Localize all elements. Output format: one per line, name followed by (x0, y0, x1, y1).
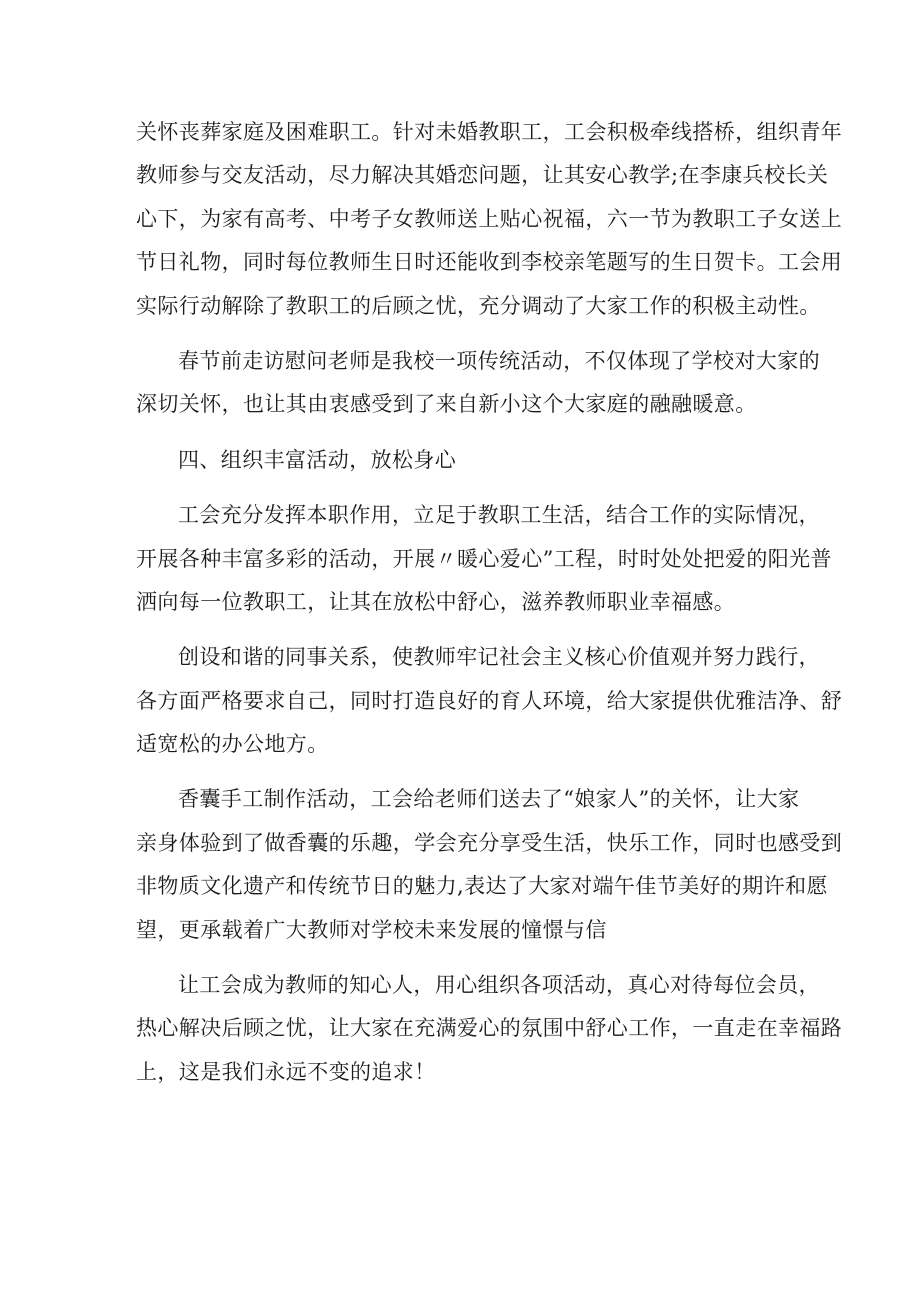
text-line: 非物质文化遗产和传统节日的魅力,表达了大家对端午佳节美好的期许和愿 (136, 874, 828, 899)
text-line: 节日礼物，同时每位教师生日时还能收到李校亲笔题写的生日贺卡。工会用 (136, 250, 843, 275)
paragraph-spring-festival (136, 340, 820, 427)
paragraph-colleagues (136, 636, 843, 766)
paragraph-gap (136, 952, 796, 964)
text-line: 关怀丧葬家庭及困难职工。针对未婚教职工，工会积极牵线搭桥，组织青年 (136, 120, 843, 144)
text-line: 深切关怀，也让其由衷感受到了来自新小这个大家庭的融融暖意。 (136, 392, 757, 417)
text-line: 各方面严格要求自己，同时打造良好的育人环境，给大家提供优雅洁净、舒 (136, 688, 843, 713)
paragraph-gap (136, 766, 796, 778)
paragraph-sachet (136, 778, 843, 952)
text-line: 热心解决后顾之忧，让大家在充满爱心的氛围中舒心工作，一直走在幸福路 (136, 1016, 843, 1041)
paragraph-gap (136, 427, 796, 439)
paragraph-gap (136, 328, 796, 340)
text-line: 教师参与交友活动，尽力解决其婚恋问题，让其安心教学;在李康兵校长关 (136, 163, 829, 188)
text-line: 适宽松的办公地方。 (136, 732, 329, 757)
paragraph-gap (136, 482, 796, 494)
text-line: 亲身体验到了做香囊的乐趣，学会充分享受生活，快乐工作，同时也感受到 (136, 830, 843, 855)
text-line: 实际行动解除了教职工的后顾之忧，充分调动了大家工作的积极主动性。 (136, 293, 821, 318)
text-line: 望，更承载着广大教师对学校未来发展的憧憬与信 (136, 917, 607, 942)
section-heading-four (136, 439, 796, 482)
section-heading: 四、组织丰富活动，放松身心 (178, 447, 457, 472)
paragraph-gap (136, 624, 796, 636)
paragraph-closing (136, 964, 843, 1094)
document-body (136, 111, 843, 1094)
text-line: 心下，为家有高考、中考子女教师送上贴心祝福，六一节为教职工子女送上 (136, 206, 843, 231)
text-line: 创设和谐的同事关系，使教师牢记社会主义核心价值观并努力践行， (178, 645, 820, 670)
text-line: 让工会成为教师的知心人，用心组织各项活动，真心对待每位会员， (178, 973, 820, 998)
text-line: 香囊手工制作活动，工会给老师们送去了“娘家人”的关怀，让大家 (178, 787, 800, 812)
text-line: 上，这是我们永远不变的追求！ (136, 1059, 436, 1084)
paragraph-union-care (136, 111, 843, 328)
text-line: 工会充分发挥本职作用，立足于教职工生活，结合工作的实际情况， (178, 503, 820, 528)
text-line: 开展各种丰富多彩的活动，开展〃暖心爱心”工程，时时处处把爱的阳光普 (136, 546, 832, 571)
text-line: 洒向每一位教职工，让其在放松中舒心，滋养教师职业幸福感。 (136, 589, 736, 614)
paragraph-activities (136, 494, 832, 624)
text-line: 春节前走访慰问老师是我校一项传统活动，不仅体现了学校对大家的 (178, 348, 820, 373)
